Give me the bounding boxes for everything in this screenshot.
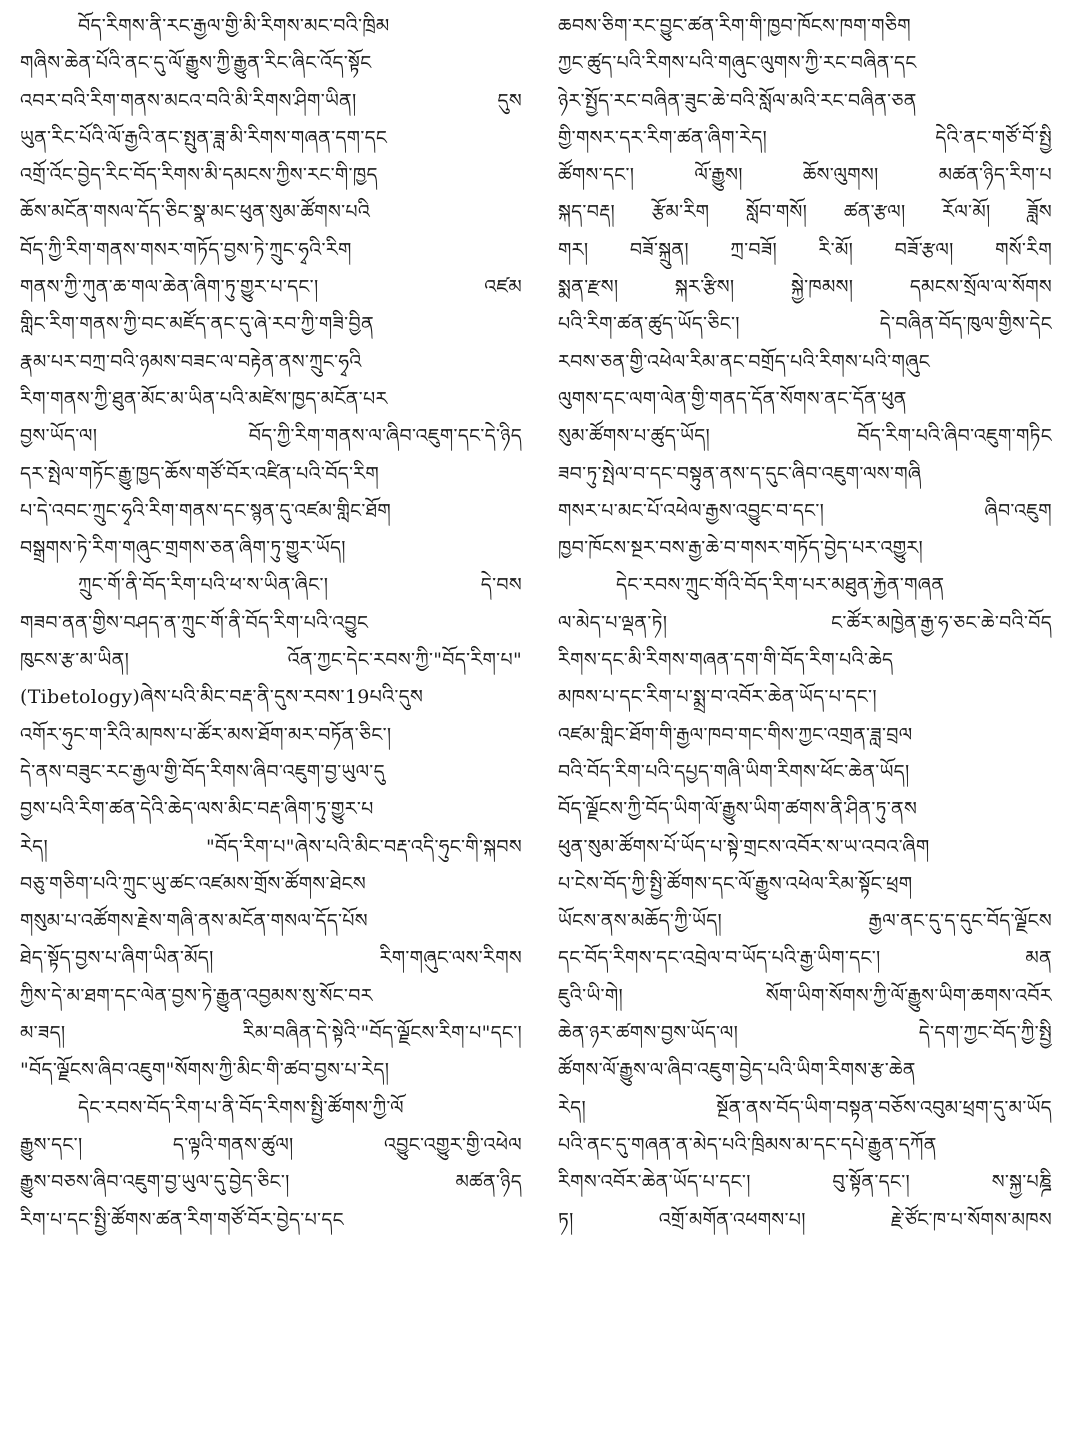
text-line: ཟབ་ཏུ་སྤེལ་བ་དང་བསྟུན་ནས་ད་དུང་ཞིབ་འཇུག་ལས་གཞི	[558, 462, 922, 485]
text-line: པ་དེ་འབང་ཀྲུང་ཧྭའི་རིག་གནས་དང་སྙན་དུ་འཛམ་གླིང་ཐོག	[20, 499, 392, 522]
text-line: པའི་རིག་ཚན་ཚུད་ཡོད་ཅིང་། དེ་བཞིན་བོད་ཁུལ་གྱིས་དེང	[558, 313, 1052, 336]
text-line: འགོར་ཧུང་ག་རིའི་མཁས་པ་ཚོར་མས་ཐོག་མར་བཏོན་ཅིང་།	[20, 723, 392, 746]
text-line: ཇུའི་ཡི་གེ། སོག་ཡིག་སོགས་ཀྱི་ལོ་རྒྱུས་ཡིག་ཆགས་འབོར	[558, 984, 1052, 1007]
text-line: འགྲོ་འོང་བྱེད་རིང་བོད་རིགས་མི་དམངས་ཀྱིས་རང་གི་ཁྱད	[20, 164, 378, 187]
text-line: ཁྱབ་ཁོངས་སྔར་བས་རྒྱ་ཆེ་བ་གསར་གཏོད་བྱེད་པར་འགྱུར།	[558, 537, 924, 560]
text-line: བཅུ་གཅིག་པའི་ཀྲུང་ཡུ་ཚང་འཛམས་གྲོས་ཚོགས་ཐེངས	[20, 872, 367, 895]
text-line: ཆོས་མངོན་གསལ་དོད་ཅིང་སྣ་མང་ཕུན་སུམ་ཚོགས་པའི	[20, 201, 371, 224]
text-line: ཀྲུང་གོ་ནི་བོད་རིག་པའི་ཕ་ས་ཡིན་ཞིང་། དེ་བས	[78, 574, 522, 597]
text-line: པ་ངེས་བོད་ཀྱི་སྤྱི་ཚོགས་དང་ལོ་རྒྱུས་འཕེལ་རིམ་སྟོང་ཕྲག	[558, 872, 913, 895]
text-line: ལ་མེད་པ་ལྡན་ཏེ། ང་ཚོར་མཁྱེན་རྒྱ་ཧ་ཅང་ཆེ་བའི་བོད	[558, 611, 1052, 634]
text-line: འབར་བའི་རིག་གནས་མངའ་བའི་མི་རིགས་ཤིག་ཡིན། དུས	[20, 89, 522, 112]
text-line: ཆབས་ཅིག་རང་བྱུང་ཚན་རིག་གི་ཁྱབ་ཁོངས་ཁག་གཅིག	[558, 15, 911, 37]
text-line: ཆེན་ཉར་ཚགས་བྱས་ཡོད་ལ། དེ་དག་ཀྱང་བོད་ཀྱི་སྤྱི	[558, 1022, 1052, 1045]
text-line: རིགས་འབོར་ཆེན་ཡོད་པ་དང་། བུ་སྟོན་དང་། ས་སྐྱ་པཎྜི	[558, 1171, 1052, 1194]
text-line: བྱས་ཡོད་ལ། བོད་ཀྱི་རིག་གནས་ལ་ཞིབ་འཇུག་དང་དེ་ཉིད	[20, 425, 522, 448]
text-line: བོད་ལྗོངས་ཀྱི་བོད་ཡིག་ལོ་རྒྱུས་ཡིག་ཚགས་ནི་ཤིན་ཏུ་ནས	[558, 798, 918, 821]
text-line: དེང་རབས་བོད་རིག་པ་ནི་བོད་རིགས་སྤྱི་ཚོགས་ཀྱི་ལོ	[78, 1096, 404, 1119]
text-line: ཏ། འགྲོ་མགོན་འཕགས་པ། རྗེ་ཙོང་ཁ་པ་སོགས་མཁས	[558, 1208, 1052, 1231]
text-line: འཛམ་གླིང་ཐོག་གི་རྒྱལ་ཁབ་གང་གིས་ཀྱང་འགྲན་ཟླ་བྲལ	[558, 723, 913, 746]
text-line: གསར་པ་མང་པོ་འཕེལ་རྒྱས་འབྱུང་བ་དང་། ཞིབ་འཇུག	[558, 499, 1052, 522]
text-line: དང་བོད་རིགས་དང་འབྲེལ་བ་ཡོད་པའི་རྒྱ་ཡིག་དང་། མན	[558, 947, 1052, 970]
text-line: རིག་གནས་ཀྱི་ཐུན་མོང་མ་ཡིན་པའི་མཛེས་ཁྱད་མངོན་པར	[20, 387, 388, 410]
text-line: ཚོགས་དང་། ལོ་རྒྱུས། ཆོས་ལུགས། མཚན་ཉིད་རིག་པ	[558, 164, 1052, 187]
right-column	[558, 8, 1052, 1444]
text-line: མཁས་པ་དང་རིག་པ་སྨྲ་བ་འབོར་ཆེན་ཡོད་པ་དང་།	[558, 686, 877, 709]
text-line: ཚོགས་ལོ་རྒྱུས་ལ་ཞིབ་འཇུག་བྱེད་པའི་ཡིག་རིགས་རྩ་ཆེན	[558, 1059, 916, 1082]
text-line: ལུགས་དང་ལག་ལེན་གྱི་གནད་དོན་སོགས་ནང་དོན་ཕུན	[558, 387, 907, 410]
text-line: དེ་ནས་བཟུང་རང་རྒྱལ་གྱི་བོད་རིགས་ཞིབ་འཇུག་བྱ་ཡུལ་དུ	[20, 760, 385, 783]
text-line: བའི་བོད་རིག་པའི་དཔྱད་གཞི་ཡིག་རིགས་ཕོང་ཆེན་ཡོད།	[558, 760, 910, 783]
text-line: བསྒྲགས་ཏེ་རིག་གཞུང་གྲགས་ཅན་ཞིག་ཏུ་གྱུར་ཡོད།	[20, 537, 346, 560]
text-line: ཉེར་སྤྱོད་རང་བཞིན་ཟུང་ཆེ་བའི་སློལ་མའི་རང་བཞིན་ཅན	[558, 89, 917, 112]
text-line: པའི་ནང་དུ་གཞན་ན་མེད་པའི་ཁྲིམས་མ་དང་དཔེ་རྒྱུན་དཀོན	[558, 1133, 937, 1156]
text-line: བོད་ཀྱི་རིག་གནས་གསར་གཏོད་བྱས་ཏེ་ཀྲུང་ཧྭའི་རིག	[20, 238, 352, 261]
text-line: ཕུན་སུམ་ཚོགས་པོ་ཡོད་པ་སྟེ་གྲངས་འབོར་ས་ཡ་འབའ་ཞིག	[558, 835, 930, 858]
text-line: བོད་རིགས་ནི་རང་རྒྱལ་གྱི་མི་རིགས་མང་བའི་ཁྲིམ	[78, 15, 390, 37]
text-line: དར་སྤེལ་གཏོང་རྒྱུ་ཁྱད་ཆོས་གཙོ་བོར་འཛིན་པའི་བོད་རིག	[20, 462, 380, 485]
text-line: ཡུན་རིང་པོའི་ལོ་རྒྱའི་ནང་སྤུན་ཟླ་མི་རིགས་གཞན་དག་དང	[20, 126, 388, 149]
text-line: རྒྱུས་དང་། ད་ལྟའི་གནས་ཚུལ། འབྱུང་འགྱུར་གྱི་འཕེལ	[20, 1133, 522, 1156]
text-line: མ་ཟད། རིམ་བཞིན་དེ་སྟེའི་"བོད་ལྗོངས་རིག་པ"དང་།	[20, 1022, 522, 1045]
text-line: ཁུངས་རྩ་མ་ཡིན། འོན་ཀྱང་དེང་རབས་ཀྱི་"བོད་རིག་པ"	[20, 649, 522, 672]
text-line: ཐེད་སྟོད་བྱས་པ་ཞིག་ཡིན་མོད། རིག་གཞུང་ལས་རིགས	[20, 947, 522, 970]
text-line: གར། བཟོ་སྐྲུན། ཀྲ་བཟོ། རི་མོ། བཟོ་རྩལ། གསོ་རིག	[558, 238, 1052, 261]
text-line: གསུམ་པ་འཚོགས་རྗེས་གཞི་ནས་མངོན་གསལ་དོད་པོས	[20, 910, 368, 933]
text-line: གཟབ་ནན་གྱིས་བཤད་ན་ཀྲུང་གོ་ནི་བོད་རིག་པའི་འབྱུང	[20, 611, 369, 634]
text-line: གླིང་རིག་གནས་ཀྱི་བང་མཛོད་ནང་དུ་ཞེ་རབ་ཀྱི་གཟི་བྱིན	[20, 313, 374, 336]
text-line: གྱི་གསར་དར་རིག་ཚན་ཞིག་རེད། དེའི་ནང་གཙོ་བོ་སྤྱི	[558, 126, 1052, 149]
text-line: རིག་པ་དང་སྤྱི་ཚོགས་ཚན་རིག་གཙོ་བོར་བྱེད་པ་དང	[20, 1208, 344, 1231]
text-line: རིགས་དང་མི་རིགས་གཞན་དག་གི་བོད་རིག་པའི་ཆེད	[558, 649, 894, 672]
text-line: རེད། "བོད་རིག་པ"ཞེས་པའི་མིང་བརྡ་འདི་ཧུང་གི་སྐབས	[20, 835, 522, 858]
text-line: སུམ་ཚོགས་པ་ཚུད་ཡོད། བོད་རིག་པའི་ཞིབ་འཇུག་གཏིང	[558, 425, 1052, 448]
text-line: (Tibetology)ཞེས་པའི་མིང་བརྡ་ནི་དུས་རབས་19པའི་དུས	[20, 686, 424, 709]
left-column	[20, 8, 522, 1444]
text-line: རེད། སྔོན་ནས་བོད་ཡིག་བསྟན་བཅོས་འབུམ་ཕྲག་དུ་མ་ཡོད	[558, 1096, 1052, 1119]
text-line: རབས་ཅན་གྱི་འཕེལ་རིམ་ནང་བགྲོད་པའི་རིགས་པའི་གཞུང	[558, 350, 931, 373]
text-line: གནས་ཀྱི་ཀུན་ཆ་གལ་ཆེན་ཞིག་ཏུ་གྱུར་པ་དང་། འཛམ	[20, 276, 522, 299]
text-line: ཀྱིས་དེ་མ་ཐག་དང་ལེན་བྱས་ཏེ་རྒྱུན་འབྱམས་སུ་སོང་བར	[20, 984, 373, 1007]
text-line: གཞིས་ཆེན་པོའི་ནང་དུ་ལོ་རྒྱུས་ཀྱི་རྒྱུན་རིང་ཞིང་འོད་སྟོང	[20, 52, 372, 75]
text-line: སྨན་རྫས། སྐར་རྩིས། སྐྱེ་ཁམས། དམངས་སྲོལ་ལ་སོགས	[558, 276, 1052, 299]
text-line: ཡོངས་ནས་མཆོད་ཀྱི་ཡོད། རྒྱལ་ནང་དུ་ད་དུང་བོད་ལྗོངས	[558, 910, 1052, 933]
text-line: "བོད་ལྗོངས་ཞིབ་འཇུག"སོགས་ཀྱི་མིང་གི་ཚབ་བྱས་པ་རེད།	[20, 1059, 390, 1082]
text-line: ཀྱང་ཚུད་པའི་རིགས་པའི་གཞུང་ལུགས་ཀྱི་རང་བཞིན་དང	[558, 52, 917, 75]
text-line: རྒྱུས་བཅས་ཞིབ་འཇུག་བྱ་ཡུལ་དུ་བྱེད་ཅིང་། མཚན་ཉིད	[20, 1171, 522, 1194]
text-line: དེང་རབས་ཀྲུང་གོའི་བོད་རིག་པར་མཐུན་རྐྱེན་གཞན	[616, 574, 945, 597]
text-line: བྱས་པའི་རིག་ཚན་དེའི་ཆེད་ལས་མིང་བརྡ་ཞིག་ཏུ་གྱུར་པ	[20, 798, 374, 821]
text-line: སྐད་བརྡ། རྩོམ་རིག སློབ་གསོ། ཚན་རྩལ། རོལ་མོ། ཟློས	[558, 201, 1052, 224]
text-line: རྣམ་པར་བཀྲ་བའི་ཉམས་བཟང་ལ་བརྟེན་ནས་ཀྲུང་ཧྭའི	[20, 350, 362, 373]
